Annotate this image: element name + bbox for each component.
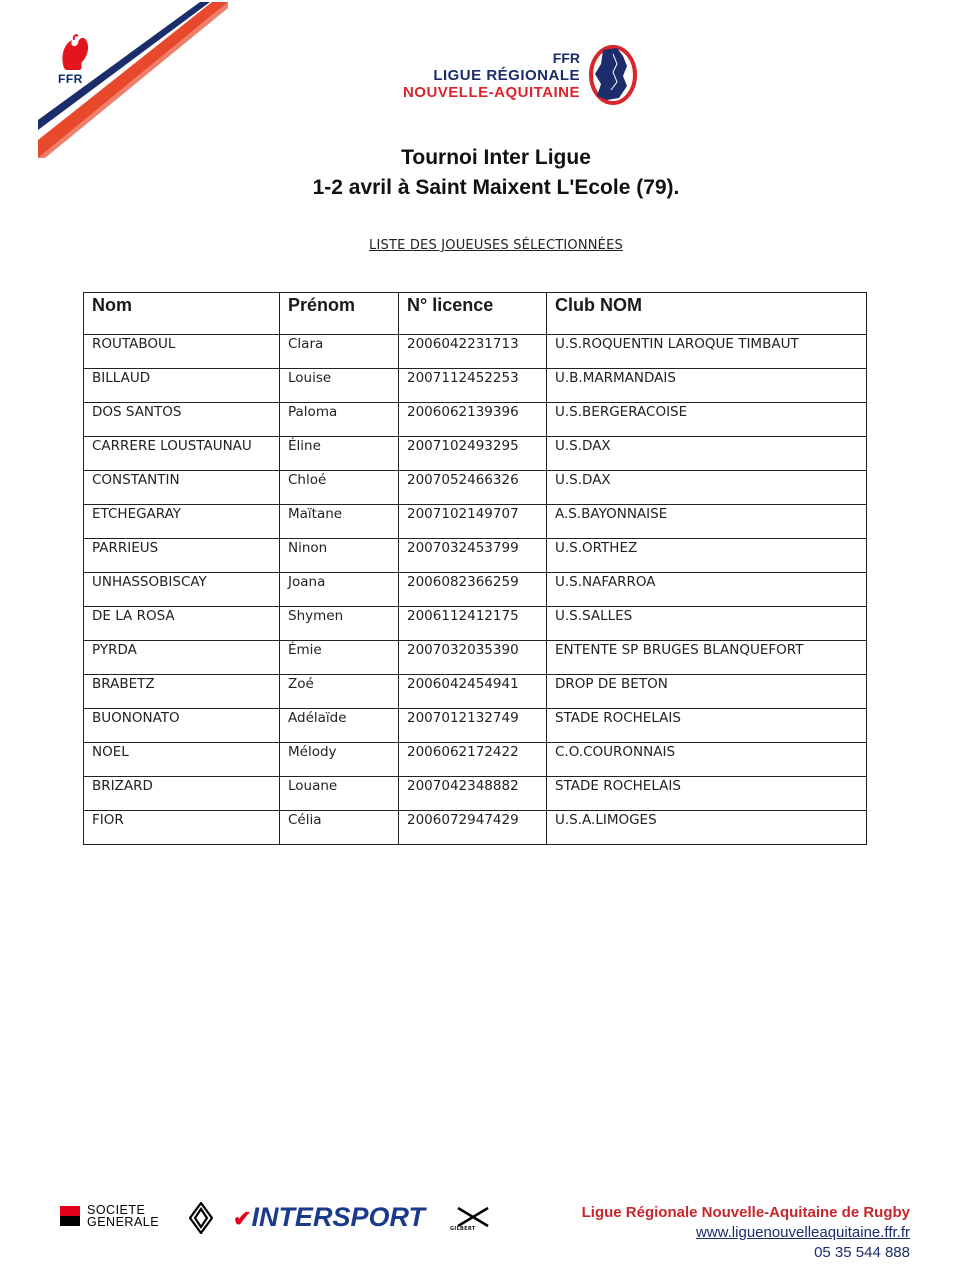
cell-nom: PYRDA: [84, 641, 280, 675]
table-row: [84, 777, 867, 811]
cell-nom: CARRERE LOUSTAUNAU: [84, 437, 280, 471]
cell-nom: UNHASSOBISCAY: [84, 573, 280, 607]
table-row: [84, 505, 867, 539]
cell-prenom: Célia: [280, 811, 399, 845]
cell-licence: 2007102493295: [399, 437, 547, 471]
ligue-line2: NOUVELLE-AQUITAINE: [402, 84, 580, 101]
cell-club: U.S.BERGERACOISE: [547, 403, 867, 437]
table-row: [84, 743, 867, 777]
table-row: [84, 539, 867, 573]
cell-prenom: Zoé: [280, 675, 399, 709]
table-row: [84, 437, 867, 471]
cell-nom: FIOR: [84, 811, 280, 845]
cell-licence: 2007032453799: [399, 539, 547, 573]
cell-licence: 2007102149707: [399, 505, 547, 539]
footer-website-link[interactable]: www.liguenouvelleaquitaine.ffr.fr: [695, 1224, 910, 1241]
cell-club: STADE ROCHELAIS: [547, 709, 867, 743]
table-row: [84, 709, 867, 743]
table-row: [84, 369, 867, 403]
document-subtitle-date: 1-2 avril à Saint Maixent L'Ecole (79).: [312, 176, 680, 199]
cell-prenom: Maïtane: [280, 505, 399, 539]
table-row: [84, 641, 867, 675]
sponsors-bar: [58, 1198, 508, 1238]
rooster-icon: [62, 35, 88, 70]
cell-club: U.S.DAX: [547, 437, 867, 471]
table-row: [84, 335, 867, 369]
table-row: [84, 811, 867, 845]
table-row: [84, 471, 867, 505]
selection-list-heading: LISTE DES JOUEUSES SÉLECTIONNÉES: [369, 238, 623, 253]
cell-prenom: Clara: [280, 335, 399, 369]
sg-line1: SOCIETE: [87, 1203, 146, 1217]
table-row: [84, 675, 867, 709]
cell-prenom: Émie: [280, 641, 399, 675]
cell-prenom: Paloma: [280, 403, 399, 437]
intersport-logo: ✔INTERSPORT: [233, 1202, 425, 1232]
cell-club: U.S.SALLES: [547, 607, 867, 641]
document-title: Tournoi Inter Ligue: [401, 146, 591, 169]
cell-prenom: Chloé: [280, 471, 399, 505]
cell-club: DROP DE BETON: [547, 675, 867, 709]
cell-nom: ROUTABOUL: [84, 335, 280, 369]
cell-licence: 2007052466326: [399, 471, 547, 505]
gilbert-logo-icon: [456, 1206, 490, 1228]
ligue-logo-text: [340, 50, 580, 101]
cell-nom: BRABETZ: [84, 675, 280, 709]
cell-prenom: Ninon: [280, 539, 399, 573]
cell-nom: BRIZARD: [84, 777, 280, 811]
cell-club: U.S.A.LIMOGES: [547, 811, 867, 845]
table-row: [84, 403, 867, 437]
cell-club: U.B.MARMANDAIS: [547, 369, 867, 403]
cell-licence: 2006072947429: [399, 811, 547, 845]
ligue-ffr: FFR: [552, 50, 580, 66]
ffr-corner-graphic: [0, 0, 230, 170]
table-header-row: [84, 293, 867, 335]
cell-licence: 2006062139396: [399, 403, 547, 437]
cell-nom: DOS SANTOS: [84, 403, 280, 437]
cell-prenom: Éline: [280, 437, 399, 471]
cell-licence: 2007112452253: [399, 369, 547, 403]
cell-club: U.S.NAFARROA: [547, 573, 867, 607]
cell-licence: 2007012132749: [399, 709, 547, 743]
cell-prenom: Louise: [280, 369, 399, 403]
col-header-nom: Nom: [84, 293, 280, 335]
footer-org-name: Ligue Régionale Nouvelle-Aquitaine de Rugby: [581, 1204, 910, 1221]
cell-licence: 2006062172422: [399, 743, 547, 777]
cell-club: U.S.ORTHEZ: [547, 539, 867, 573]
intersport-label: INTERSPORT: [251, 1202, 425, 1232]
cell-club: U.S.ROQUENTIN LAROQUE TIMBAUT: [547, 335, 867, 369]
cell-licence: 2006042454941: [399, 675, 547, 709]
societe-generale-icon: [60, 1206, 80, 1226]
footer-contact: [582, 1203, 910, 1263]
cell-club: A.S.BAYONNAISE: [547, 505, 867, 539]
ligue-emblem-icon: [583, 42, 639, 106]
cell-nom: BUONONATO: [84, 709, 280, 743]
cell-club: STADE ROCHELAIS: [547, 777, 867, 811]
footer-phone: 05 35 544 888: [814, 1244, 910, 1261]
players-table: [83, 292, 867, 845]
renault-logo-icon: [189, 1202, 213, 1234]
cell-club: C.O.COURONNAIS: [547, 743, 867, 777]
cell-nom: NOEL: [84, 743, 280, 777]
sg-line2: GENERALE: [87, 1215, 160, 1229]
ligue-line1: LIGUE RÉGIONALE: [433, 67, 580, 84]
ffr-logo-label: FFR: [58, 72, 83, 86]
cell-licence: 2007032035390: [399, 641, 547, 675]
cell-licence: 2007042348882: [399, 777, 547, 811]
cell-club: ENTENTE SP BRUGES BLANQUEFORT: [547, 641, 867, 675]
table-row: [84, 607, 867, 641]
cell-nom: DE LA ROSA: [84, 607, 280, 641]
table-row: [84, 573, 867, 607]
cell-prenom: Joana: [280, 573, 399, 607]
cell-prenom: Adélaïde: [280, 709, 399, 743]
col-header-licence: N° licence: [399, 293, 547, 335]
cell-nom: ETCHEGARAY: [84, 505, 280, 539]
cell-licence: 2006042231713: [399, 335, 547, 369]
cell-prenom: Mélody: [280, 743, 399, 777]
cell-nom: PARRIEUS: [84, 539, 280, 573]
cell-club: U.S.DAX: [547, 471, 867, 505]
cell-nom: CONSTANTIN: [84, 471, 280, 505]
col-header-prenom: Prénom: [280, 293, 399, 335]
col-header-club: Club NOM: [547, 293, 867, 335]
cell-licence: 2006082366259: [399, 573, 547, 607]
cell-prenom: Louane: [280, 777, 399, 811]
cell-prenom: Shymen: [280, 607, 399, 641]
gilbert-label: GILBERT: [450, 1226, 476, 1232]
cell-nom: BILLAUD: [84, 369, 280, 403]
cell-licence: 2006112412175: [399, 607, 547, 641]
